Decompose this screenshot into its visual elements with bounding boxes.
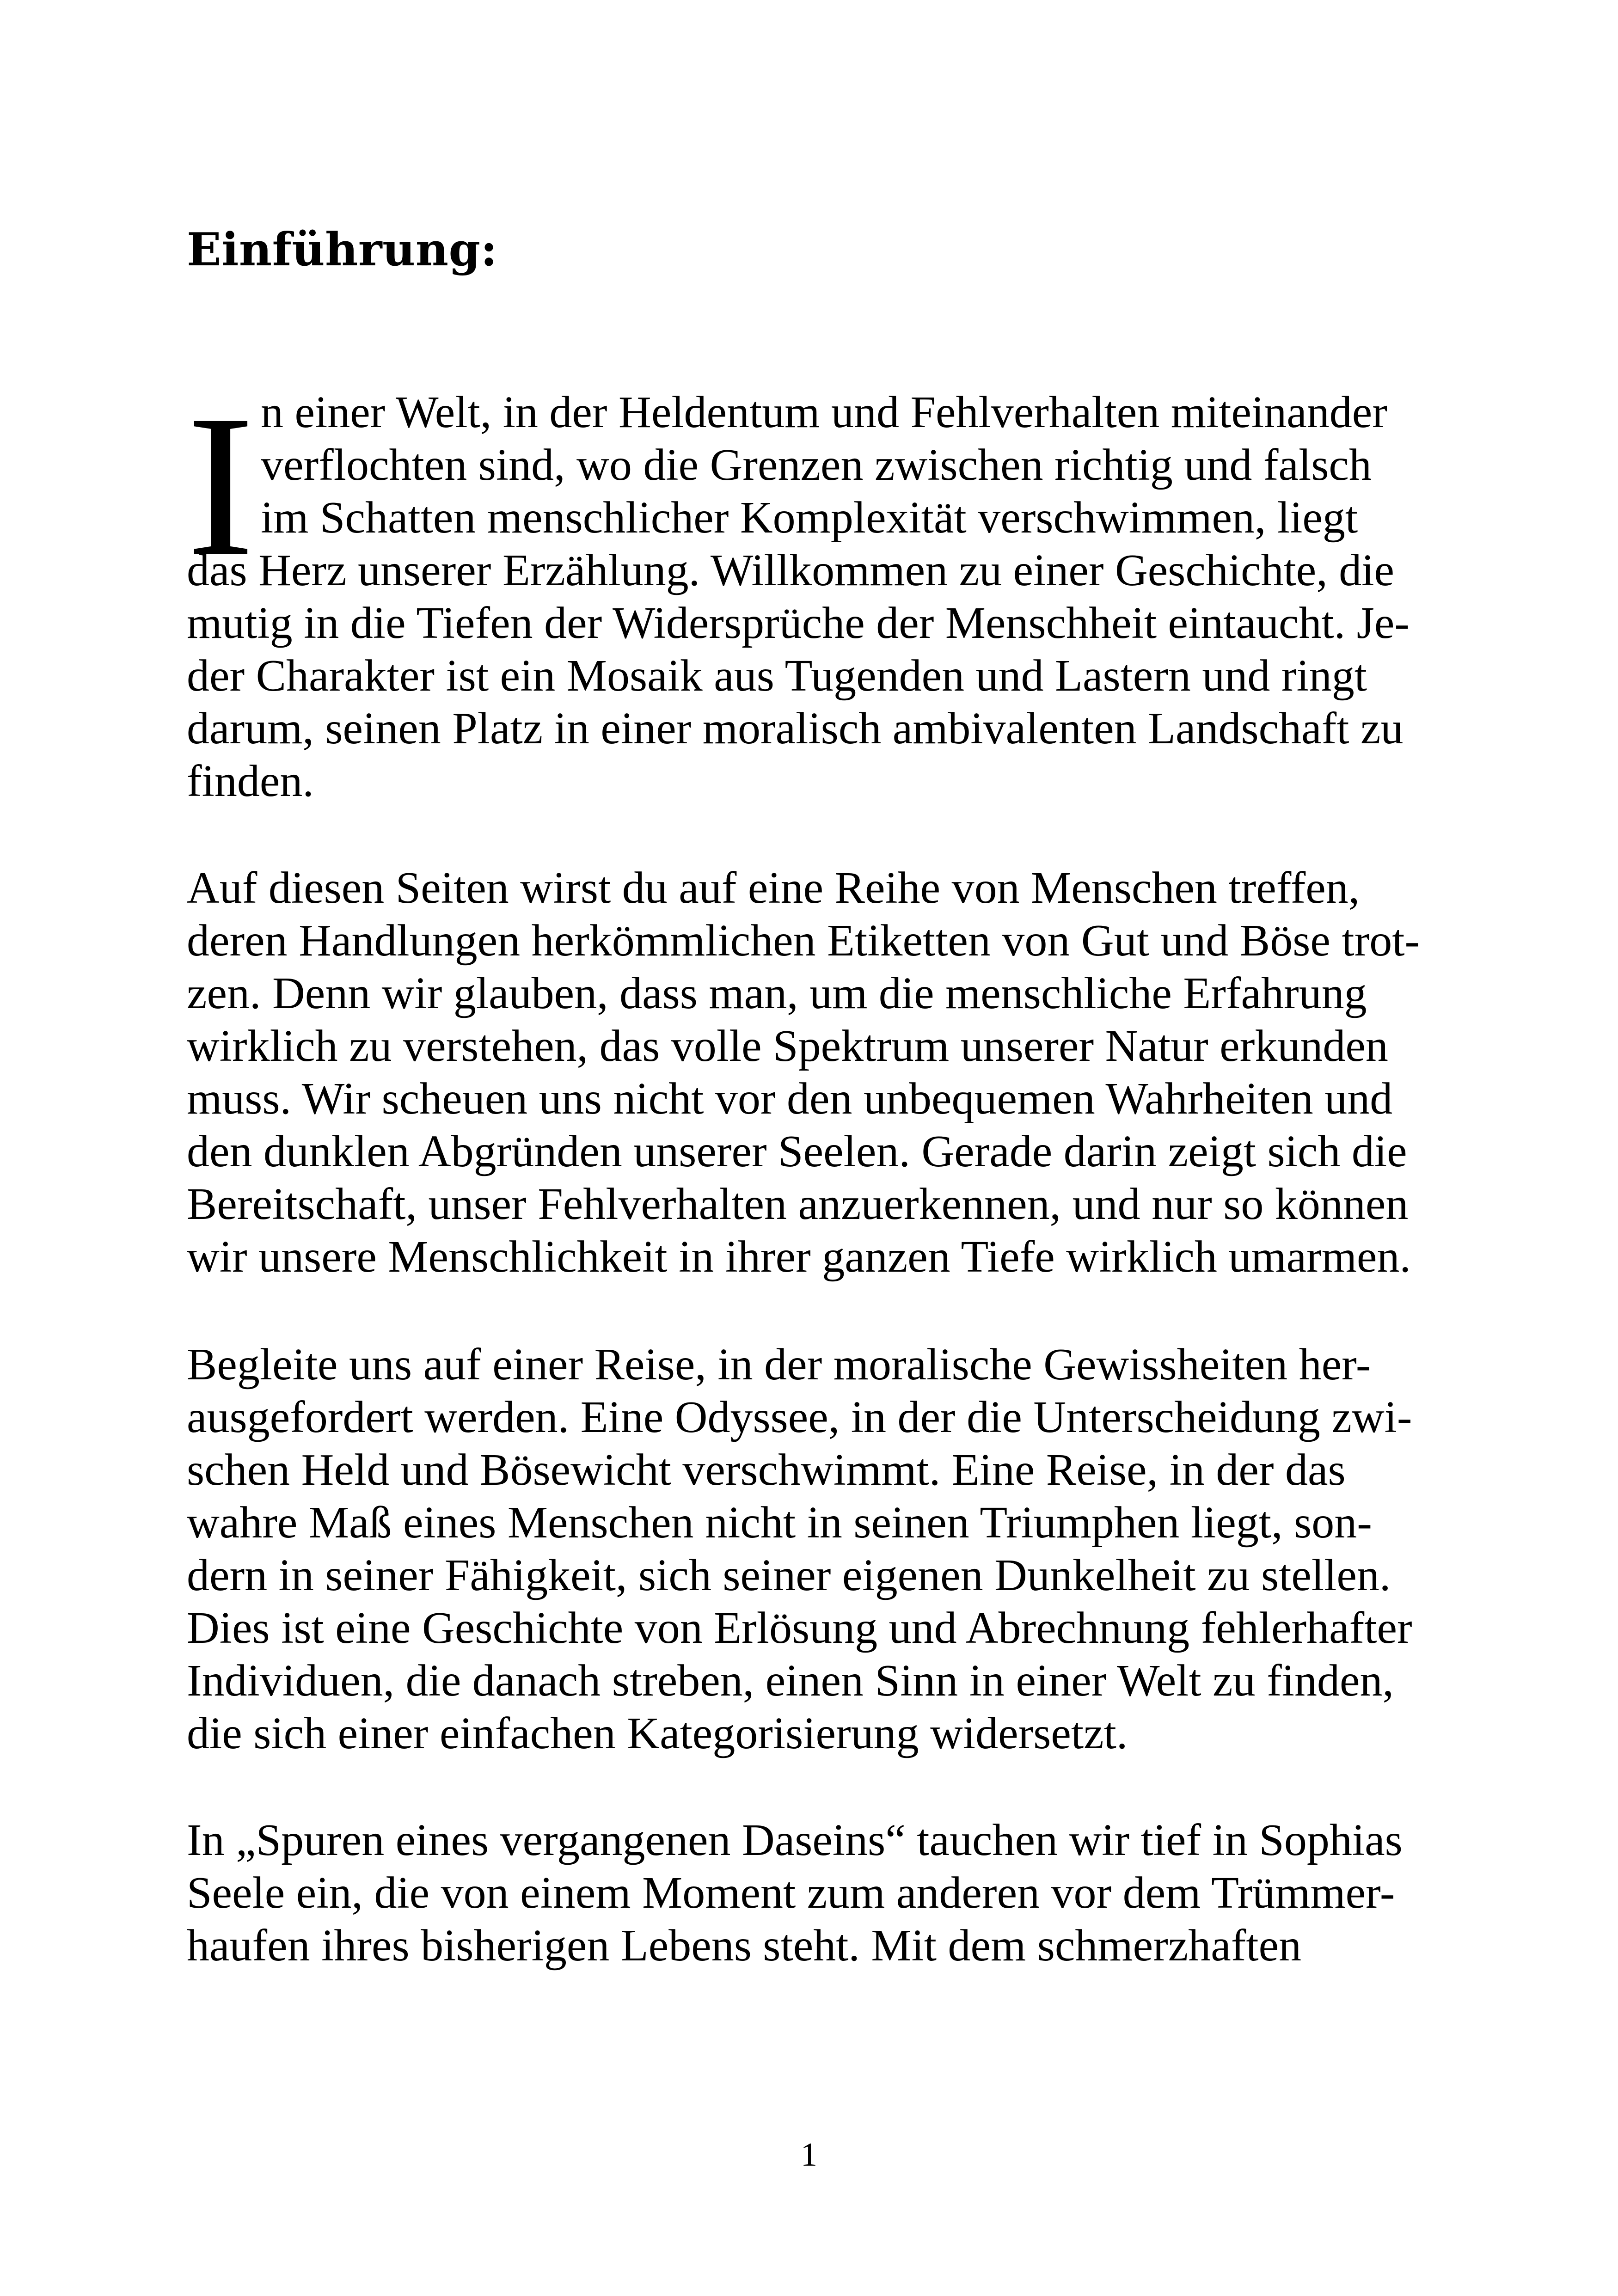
text-line: zen. Denn wir glauben, dass man, um die menschliche Erfahrung (187, 968, 1367, 1018)
text-line: der Charakter ist ein Mosaik aus Tugenden und Lastern und ringt (187, 651, 1367, 701)
drop-cap: I (187, 373, 255, 599)
text-line: den dunklen Abgründen unserer Seelen. Gerade darin zeigt sich die (187, 1127, 1407, 1176)
text-line: schen Held und Bösewicht verschwimmt. Eine Reise, in der das (187, 1445, 1346, 1495)
page-number: 1 (801, 2136, 817, 2173)
text-line: finden. (187, 756, 314, 806)
text-line: Bereitschaft, unser Fehlverhalten anzuerkennen, und nur so können (187, 1179, 1409, 1229)
paragraph-4 (187, 1814, 1435, 1972)
paragraph-3 (187, 1338, 1435, 1760)
text-line: Seele ein, die von einem Moment zum anderen vor dem Trümmer- (187, 1868, 1395, 1918)
text-line: ausgefordert werden. Eine Odyssee, in der die Unterscheidung zwi- (187, 1392, 1412, 1442)
text-line: deren Handlungen herkömmlichen Etiketten von Gut und Böse trot- (187, 916, 1420, 966)
text-line: wir unsere Menschlichkeit in ihrer ganzen Tiefe wirklich umarmen. (187, 1232, 1411, 1282)
paragraph-2 (187, 862, 1435, 1283)
text-line: In „Spuren eines vergangenen Daseins“ tauchen wir tief in Sophias (187, 1815, 1403, 1865)
text-line: Begleite uns auf einer Reise, in der moralische Gewissheiten her- (187, 1340, 1371, 1390)
text-line: die sich einer einfachen Kategorisierung widersetzt. (187, 1708, 1128, 1758)
text-line: haufen ihres bisherigen Lebens steht. Mit dem schmerzhaften (187, 1921, 1302, 1971)
text-line: im Schatten menschlicher Komplexität verschwimmen, liegt (261, 493, 1358, 543)
text-line: Auf diesen Seiten wirst du auf eine Reihe von Menschen treffen, (187, 863, 1360, 913)
paragraph-1 (187, 373, 1435, 808)
text-line: Dies ist eine Geschichte von Erlösung und Abrechnung fehlerhafter (187, 1603, 1412, 1653)
text-line: darum, seinen Platz in einer moralisch ambivalenten Landschaft zu (187, 704, 1403, 753)
text-line: wahre Maß eines Menschen nicht in seinen Triumphen liegt, son- (187, 1498, 1372, 1548)
text-line: dern in seiner Fähigkeit, sich seiner eigenen Dunkelheit zu stellen. (187, 1550, 1391, 1600)
page-heading: Einführung: (187, 223, 498, 276)
text-line: verflochten sind, wo die Grenzen zwischen richtig und falsch (261, 440, 1372, 490)
text-line: n einer Welt, in der Heldentum und Fehlverhalten miteinander (261, 387, 1387, 437)
text-line: muss. Wir scheuen uns nicht vor den unbequemen Wahrheiten und (187, 1074, 1393, 1124)
text-line: wirklich zu verstehen, das volle Spektrum unserer Natur erkunden (187, 1021, 1388, 1071)
text-line: mutig in die Tiefen der Widersprüche der Menschheit eintaucht. Je- (187, 598, 1410, 648)
text-line: Individuen, die danach streben, einen Sinn in einer Welt zu finden, (187, 1656, 1394, 1706)
text-line: das Herz unserer Erzählung. Willkommen zu einer Geschichte, die (187, 545, 1395, 595)
